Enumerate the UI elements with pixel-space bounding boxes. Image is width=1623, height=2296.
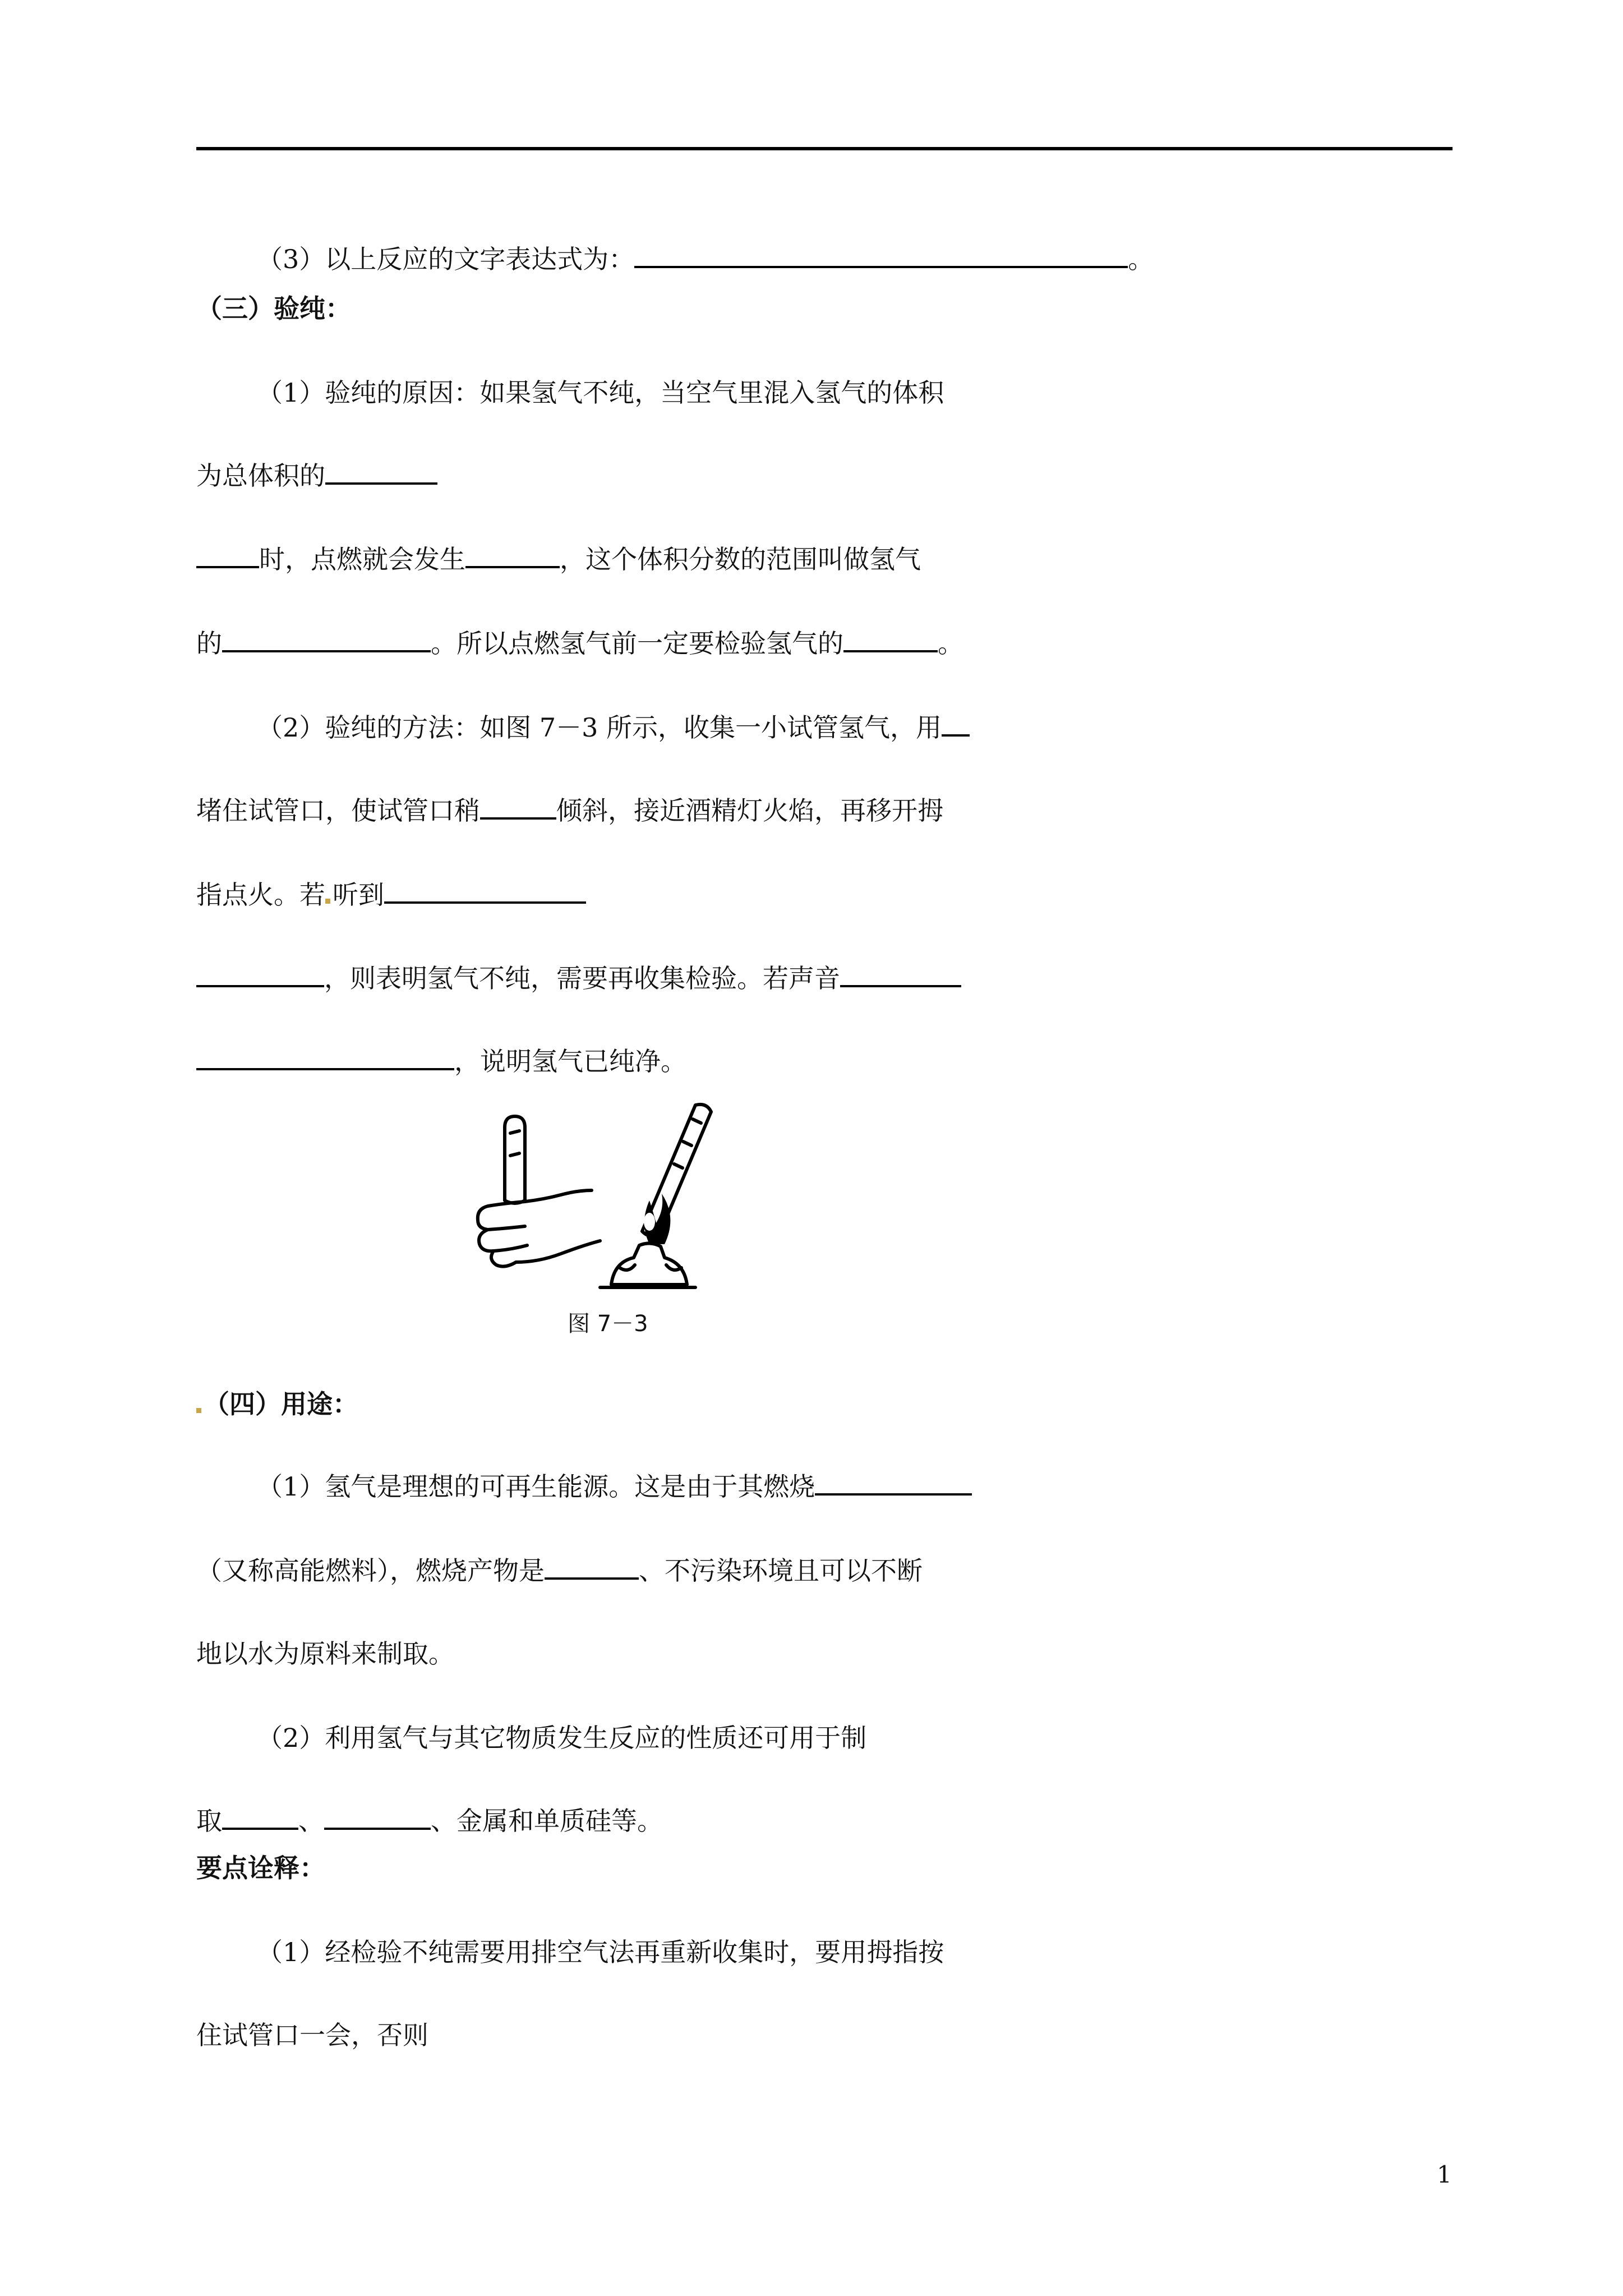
section-heading-uses: （四）用途： xyxy=(196,1387,358,1421)
scan-dot xyxy=(196,1408,201,1413)
blank xyxy=(942,712,970,737)
paragraph-line: 为总体积的 xyxy=(196,459,437,493)
blank xyxy=(325,460,437,485)
page-number: 1 xyxy=(1437,2161,1452,2188)
hand-icon xyxy=(478,1190,600,1267)
blank xyxy=(634,243,1128,268)
paragraph-line: （1）验纯的原因：如果氢气不纯，当空气里混入氢气的体积 xyxy=(257,378,944,408)
paragraph-line: （又称高能燃料），燃烧产物是 、不污染环境且可以不断 xyxy=(196,1556,923,1586)
paragraph-line: 地以水为原料来制取。 xyxy=(196,1639,454,1669)
blank xyxy=(196,544,259,568)
blank xyxy=(196,963,324,987)
blank xyxy=(843,628,938,652)
header-rule xyxy=(196,147,1453,150)
blank xyxy=(222,628,431,652)
paragraph-line: 堵住试管口，使试管口稍 倾斜，接近酒精灯火焰，再移开拇 xyxy=(196,795,943,826)
blank xyxy=(196,1046,454,1070)
paragraph-line: 住试管口一会，否则 xyxy=(196,2020,428,2050)
paragraph-line: 取 、 、金属和单质硅等。 xyxy=(196,1806,663,1836)
blank xyxy=(840,963,961,987)
section-heading-purity-test: （三）验纯： xyxy=(196,293,351,324)
paragraph-line: ，则表明氢气不纯，需要再收集检验。若声音 xyxy=(196,961,961,995)
paragraph-line: 时，点燃就会发生 ，这个体积分数的范围叫做氢气 xyxy=(196,542,921,576)
paragraph-line: （1）氢气是理想的可再生能源。这是由于其燃烧 xyxy=(257,1470,972,1503)
paragraph-line: ，说明氢气已纯净。 xyxy=(196,1045,686,1078)
blank xyxy=(324,1805,431,1830)
blank xyxy=(465,544,560,568)
line-reaction-expression: （3）以上反应的文字表达式为： 。 xyxy=(257,244,1154,274)
alcohol-lamp-icon xyxy=(611,1243,687,1285)
figure-caption: 图 7－3 xyxy=(568,1311,648,1337)
blank xyxy=(384,879,586,904)
blank xyxy=(815,1471,972,1496)
paragraph-line: （1）经检验不纯需要用排空气法再重新收集时，要用拇指按 xyxy=(257,1937,944,1967)
figure-7-3-hydrogen-test-diagram xyxy=(471,1094,740,1335)
paragraph-line: （2）利用氢气与其它物质发生反应的性质还可用于制 xyxy=(257,1723,867,1753)
blank xyxy=(480,795,556,820)
blank xyxy=(222,1805,298,1830)
paragraph-line: 的 。所以点燃氢气前一定要检验氢气的 。 xyxy=(196,628,963,659)
paragraph-line: 指点火。若 听到 xyxy=(196,878,586,912)
section-heading-key-points: 要点诠释： xyxy=(196,1853,325,1883)
scan-dot xyxy=(325,899,330,904)
blank xyxy=(545,1555,639,1580)
test-tube-held-icon xyxy=(505,1116,525,1203)
paragraph-line: （2）验纯的方法：如图 7－3 所示，收集一小试管氢气，用 xyxy=(257,711,970,744)
